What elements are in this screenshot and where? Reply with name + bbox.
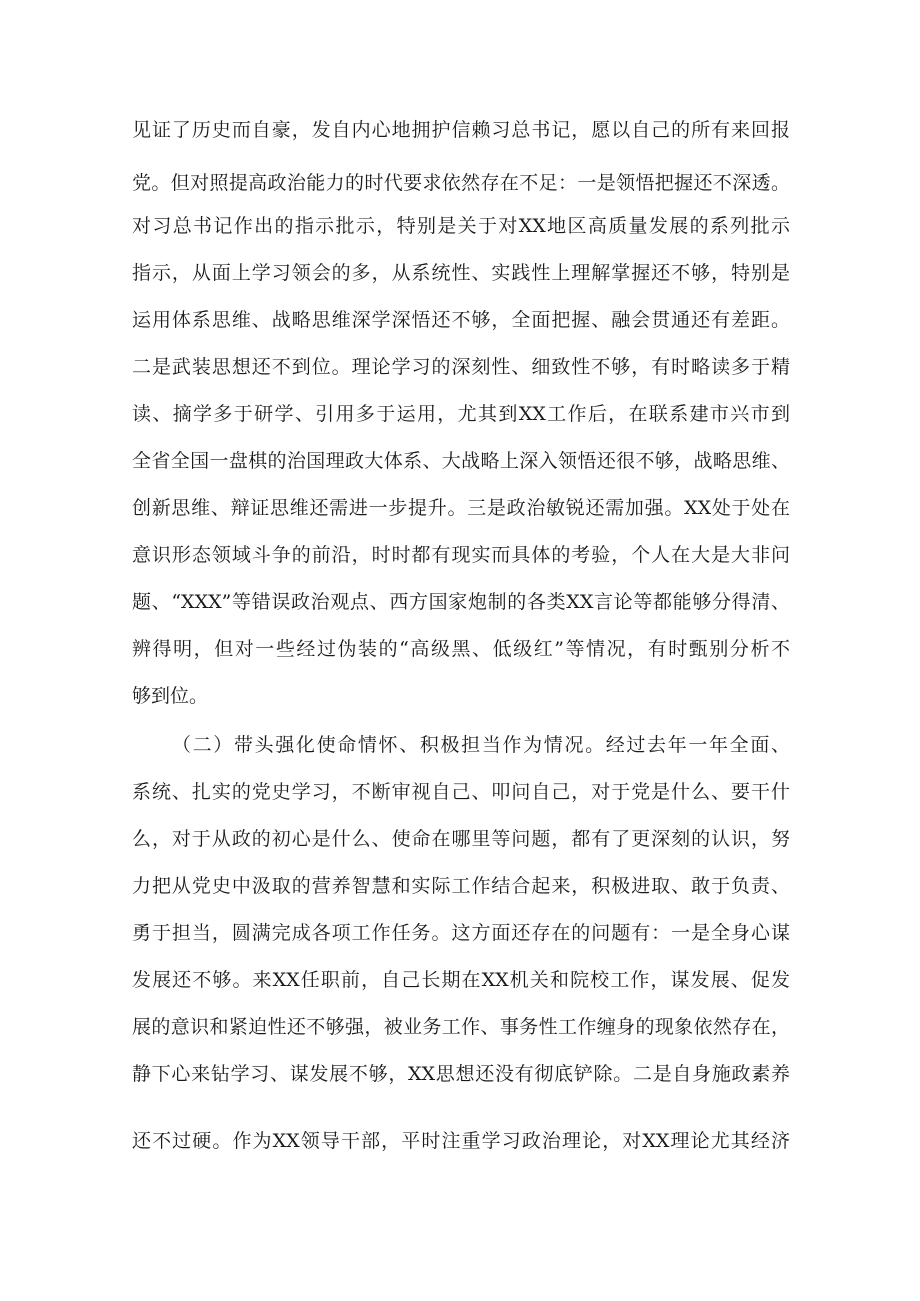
text-line: 全省全国一盘棋的治国理政大体系、大战略上深入领悟还很不够，战略思维、 xyxy=(132,450,790,472)
text-line: 还不过硬。作为XX领导干部，平时注重学习政治理论，对XX理论尤其经济 xyxy=(132,1130,790,1152)
paragraph-first-line: （二）带头强化使命情怀、积极担当作为情况。经过去年一年全面、 xyxy=(172,734,790,756)
text-line: 读、摘学多于研学、引用多于运用，尤其到XX工作后，在联系建市兴市到 xyxy=(132,403,790,425)
text-line: 么，对于从政的初心是什么、使命在哪里等问题，都有了更深刻的认识，努 xyxy=(132,828,790,850)
text-line: 见证了历史而自豪，发自内心地拥护信赖习总书记，愿以自己的所有来回报 xyxy=(132,119,790,141)
text-line: 意识形态领域斗争的前沿，时时都有现实而具体的考验，个人在大是大非问 xyxy=(132,544,790,566)
text-line: 系统、扎实的党史学习，不断审视自己、叩问自己，对于党是什么、要干什 xyxy=(132,781,790,803)
text-line: 对习总书记作出的指示批示，特别是关于对XX地区高质量发展的系列批示 xyxy=(132,215,790,237)
text-line: 辨得明，但对一些经过伪装的“高级黑、低级红”等情况，有时甄别分析不 xyxy=(132,638,790,660)
text-line: 力把从党史中汲取的营养智慧和实际工作结合起来，积极进取、敢于负责、 xyxy=(132,875,790,897)
text-line: 够到位。 xyxy=(132,685,209,707)
text-line: 二是武装思想还不到位。理论学习的深刻性、细致性不够，有时略读多于精 xyxy=(132,356,790,378)
text-line: 创新思维、辩证思维还需进一步提升。三是政治敏锐还需加强。XX处于处在 xyxy=(132,497,790,519)
text-line: 展的意识和紧迫性还不够强，被业务工作、事务性工作缠身的现象依然存在， xyxy=(132,1016,790,1038)
text-line: 勇于担当，圆满完成各项工作任务。这方面还存在的问题有：一是全身心谋 xyxy=(132,922,790,944)
text-line: 运用体系思维、战略思维深学深悟还不够，全面把握、融会贯通还有差距。 xyxy=(132,309,790,331)
text-line: 发展还不够。来XX任职前，自己长期在XX机关和院校工作，谋发展、促发 xyxy=(132,969,790,991)
text-line: 题、“XXX”等错误政治观点、西方国家炮制的各类XX言论等都能够分得清、 xyxy=(132,591,790,613)
text-line: 党。但对照提高政治能力的时代要求依然存在不足：一是领悟把握还不深透。 xyxy=(132,172,790,194)
text-line: 指示，从面上学习领会的多，从系统性、实践性上理解掌握还不够，特别是 xyxy=(132,262,790,284)
text-line: 静下心来钻学习、谋发展不够，XX思想还没有彻底铲除。二是自身施政素养 xyxy=(132,1063,790,1085)
